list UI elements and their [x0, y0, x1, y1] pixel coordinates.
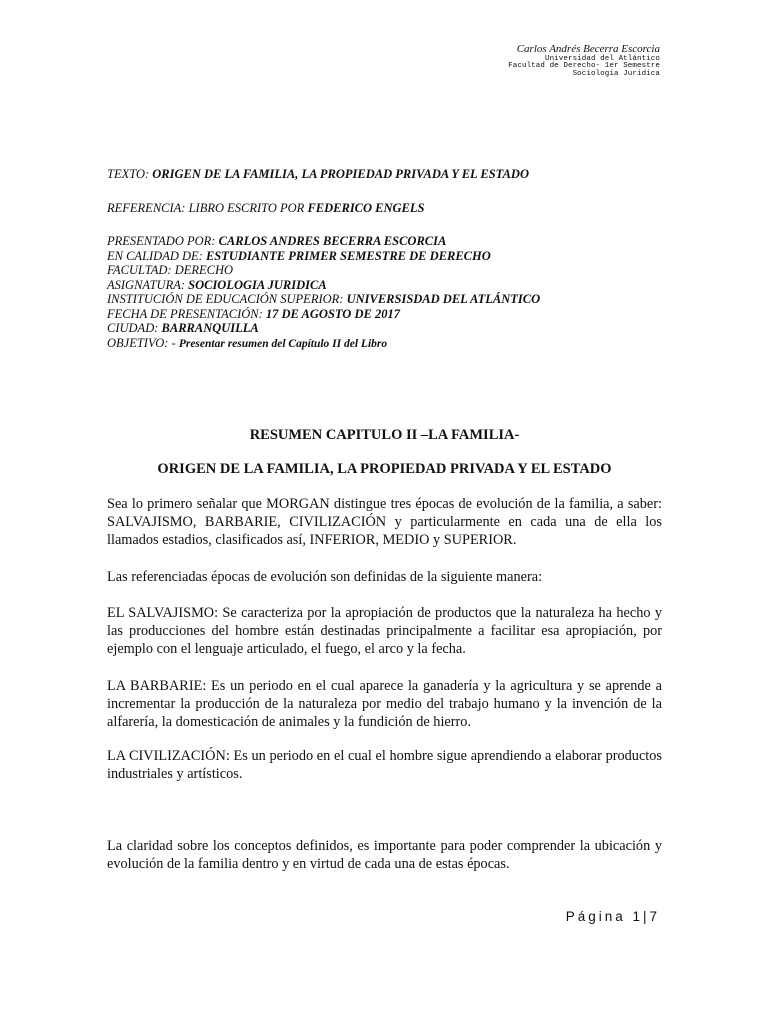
calidad-value: ESTUDIANTE PRIMER SEMESTRE DE DERECHO: [205, 248, 491, 263]
header-university: Universidad del Atlántico: [544, 54, 660, 63]
header-faculty: Facultad de Derecho- 1er Semestre: [508, 62, 660, 71]
paragraph-3: EL SALVAJISMO: Se caracteriza por la apropiación de productos que la naturaleza ha hecho y las producciones del hombre están destinadas principalmente a facilitar esa apropiación, por ejemplo con el lenguaje articulado, el fuego, el arco y la fecha.: [107, 605, 662, 658]
objetivo-value: Presentar resumen del Capítulo II del Libro: [178, 337, 388, 350]
facultad-line: FACULTAD: DERECHO: [107, 263, 234, 277]
texto-label: TEXTO:: [107, 167, 153, 181]
page-number: Página 1|7: [565, 909, 660, 924]
paragraph-1: Sea lo primero señalar que MORGAN distingue tres épocas de evolución de la familia, a saber: SALVAJISMO, BARBARIE, CIVILIZACIÓN y particularmente en cada una de ella los llamados estadios, clasificados así, INFERIOR, MEDIO y SUPERIOR.: [107, 496, 662, 549]
texto-value: ORIGEN DE LA FAMILIA, LA PROPIEDAD PRIVADA Y EL ESTADO: [152, 167, 529, 181]
institucion-value: UNIVERSISDAD DEL ATLÁNTICO: [346, 292, 541, 306]
institucion-label: INSTITUCIÓN DE EDUCACIÓN SUPERIOR:: [107, 292, 347, 306]
header-author: Carlos Andrés Becerra Escorcia: [516, 43, 660, 55]
calidad-label: EN CALIDAD DE:: [107, 248, 206, 263]
header-subject: Sociologia Juridica: [572, 70, 660, 79]
presentado-label: PRESENTADO POR:: [107, 234, 219, 248]
ciudad-label: CIUDAD:: [107, 321, 162, 335]
referencia-line: [107, 201, 667, 216]
heading-origen: ORIGEN DE LA FAMILIA, LA PROPIEDAD PRIVADA Y EL ESTADO: [157, 461, 612, 477]
fecha-label: FECHA DE PRESENTACIÓN:: [107, 306, 266, 321]
asignatura-label: ASIGNATURA:: [107, 277, 189, 292]
paragraph-6: La claridad sobre los conceptos definidos, es importante para poder comprender la ubicación y evolución de la familia dentro y en virtud de cada una de estas épocas.: [107, 838, 662, 873]
page-header: [508, 44, 660, 79]
fecha-value: 17 DE AGOSTO DE 2017: [265, 306, 400, 321]
texto-line: [107, 167, 667, 182]
ciudad-value: BARRANQUILLA: [161, 321, 259, 335]
objetivo-label: OBJETIVO: -: [107, 335, 179, 350]
referencia-value: FEDERICO ENGELS: [307, 201, 425, 215]
referencia-label: REFERENCIA: LIBRO ESCRITO POR: [107, 201, 308, 215]
asignatura-value: SOCIOLOGIA JURIDICA: [188, 277, 327, 292]
heading-resumen: RESUMEN CAPITULO II –LA FAMILIA-: [249, 427, 520, 443]
info-block: [107, 234, 667, 351]
paragraph-2: Las referenciadas épocas de evolución son definidas de la siguiente manera:: [107, 569, 543, 585]
presentado-value: CARLOS ANDRES BECERRA ESCORCIA: [218, 234, 447, 248]
paragraph-4: LA BARBARIE: Es un periodo en el cual aparece la ganadería y la agricultura y se aprende a incrementar la producción de la naturaleza por medio del trabajo humano y la invención de la alfarería, la domesticación de animales y la fundición de hierro.: [107, 678, 662, 731]
paragraph-5: LA CIVILIZACIÓN: Es un periodo en el cual el hombre sigue aprendiendo a elaborar productos industriales y artísticos.: [107, 748, 662, 783]
